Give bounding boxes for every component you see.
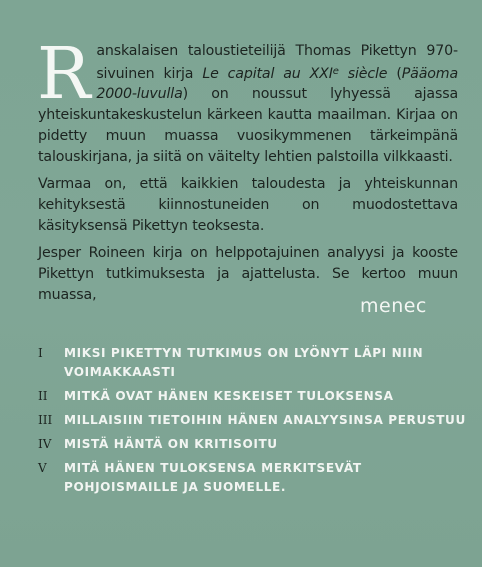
book-title-sup: e (332, 65, 339, 77)
roman-numeral: V (38, 461, 47, 475)
intro-paragraph-3: Jesper Roineen kirja on helppotajuinen analyysi ja kooste Pikettyn tutkimuksesta ja ajattelusta. Se kertoo muun muassa, (38, 245, 458, 303)
topic-list (38, 344, 468, 502)
list-item-text: MITKÄ OVAT HÄNEN KESKEISET TULOKSENSA (64, 389, 394, 403)
list-item-text: MISTÄ HÄNTÄ ON KRITISOITU (64, 437, 278, 451)
list-item (38, 387, 468, 406)
list-item-text: MIKSI PIKETTYN TUTKIMUS ON LYÖNYT LÄPI NIIN VOIMAKKAASTI (64, 346, 424, 379)
list-item (38, 344, 468, 382)
book-title (202, 66, 387, 82)
intro-p1-a: anskalaisen taloustieteilijä Thomas Pikettyn 970-sivuinen kirja (96, 43, 458, 82)
list-item-text: MITÄ HÄNEN TULOKSENSA MERKITSEVÄT POHJOISMAILLE JA SUOMELLE. (64, 461, 362, 494)
list-item (38, 435, 468, 454)
publisher-logo: menec (360, 295, 427, 317)
intro-p1-c: ) on noussut lyhyessä ajassa yhteiskuntakeskustelun kärkeen kautta maailman. Kirjaa on pidetty muun muassa vuosikymmenen tärkeimpänä talouskirjana, ja siitä on väitelty lehtien palstoilla vilkkaasti. (38, 86, 458, 165)
roman-numeral: II (38, 389, 48, 403)
list-item (38, 459, 468, 497)
book-title-part1: Le capital au XXI (202, 65, 333, 82)
book-title-translation: Pääoma 2000-luvulla (96, 65, 459, 103)
intro-text (37, 32, 459, 312)
intro-paragraph-1 (37, 32, 459, 167)
intro-p1-b: ( (387, 65, 402, 82)
list-item (38, 411, 468, 430)
roman-numeral: IV (38, 437, 52, 451)
roman-numeral: III (38, 413, 53, 427)
drop-cap: R (37, 32, 91, 115)
roman-numeral: I (38, 346, 43, 360)
list-item-text: MILLAISIIN TIETOIHIN HÄNEN ANALYYSINSA PERUSTUU (64, 413, 466, 427)
intro-paragraph-2: Varmaa on, että kaikkien taloudesta ja yhteiskunnan kehityksestä kiinnostuneiden on muodostettava käsityksensä Pikettyn teoksesta. (38, 176, 458, 234)
book-title-part2: siècle (338, 65, 388, 82)
